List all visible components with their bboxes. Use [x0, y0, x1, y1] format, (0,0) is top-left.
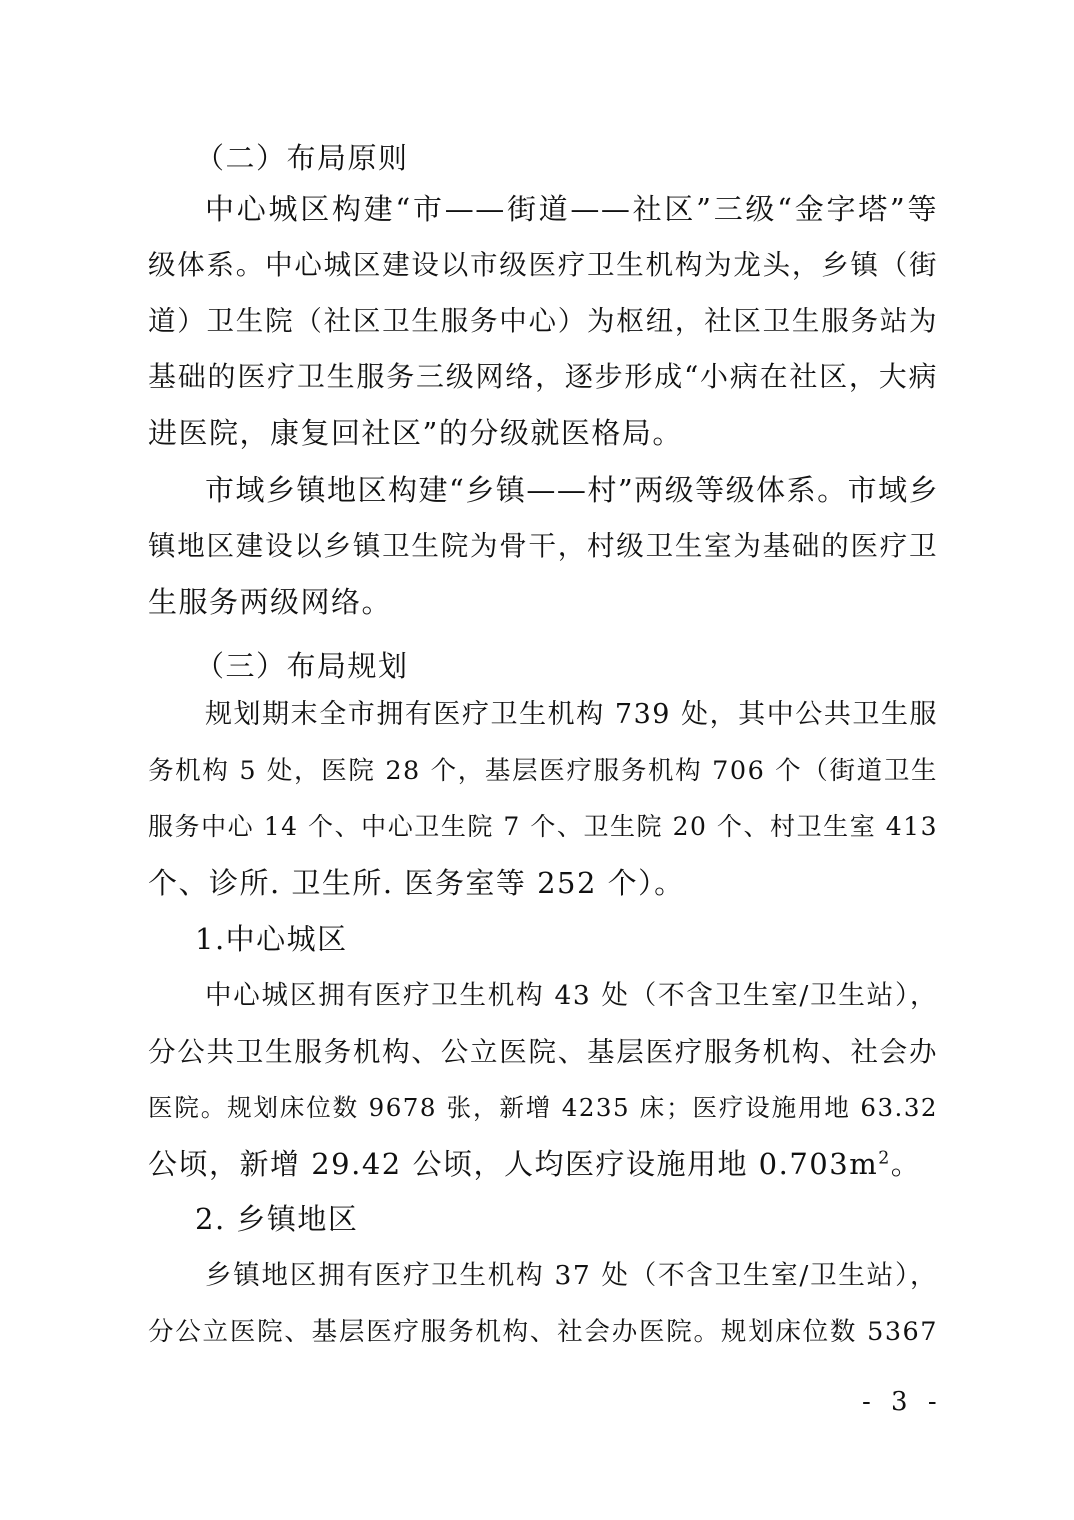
- subsection-heading-townships: 2. 乡镇地区: [195, 1202, 359, 1236]
- paragraph-line: 基础的医疗卫生服务三级网络，逐步形成“小病在社区，大病: [148, 360, 938, 393]
- paragraph-line: 生服务两级网络。: [148, 585, 393, 619]
- paragraph-line: 镇地区建设以乡镇卫生院为骨干，村级卫生室为基础的医疗卫: [148, 530, 938, 562]
- paragraph-line: 规划期末全市拥有医疗卫生机构 739 处，其中公共卫生服: [205, 699, 938, 730]
- paragraph-line: 务机构 5 处，医院 28 个，基层医疗服务机构 706 个（街道卫生: [148, 756, 938, 786]
- paragraph-line: 医院。规划床位数 9678 张，新增 4235 床；医疗设施用地 63.32: [148, 1093, 938, 1122]
- paragraph-line: [148, 1145, 938, 1183]
- superscript: 2: [878, 1148, 891, 1169]
- paragraph-line: 乡镇地区拥有医疗卫生机构 37 处（不含卫生室/卫生站），: [205, 1260, 938, 1291]
- paragraph-line: 个、诊所. 卫生所. 医务室等 252 个）。: [148, 866, 685, 900]
- paragraph-line: 中心城区拥有医疗卫生机构 43 处（不含卫生室/卫生站），: [205, 980, 938, 1011]
- subsection-heading-central-city: 1.中心城区: [195, 922, 348, 956]
- paragraph-line: 中心城区构建“市——街道——社区”三级“金字塔”等: [205, 192, 938, 226]
- paragraph-line: 级体系。中心城区建设以市级医疗卫生机构为龙头，乡镇（街: [148, 249, 938, 281]
- paragraph-line: 分公共卫生服务机构、公立医院、基层医疗服务机构、社会办: [148, 1036, 938, 1068]
- paragraph-line: 市域乡镇地区构建“乡镇——村”两级等级体系。市域乡: [205, 473, 940, 507]
- paragraph-line: 进医院，康复回社区”的分级就医格局。: [148, 416, 683, 450]
- text-span: 。: [890, 1147, 922, 1181]
- section-heading-layout-principles: （二）布局原则: [195, 141, 409, 175]
- paragraph-line: 分公立医院、基层医疗服务机构、社会办医院。规划床位数 5367: [148, 1317, 938, 1347]
- text-span: 公顷，新增 29.42 公顷，人均医疗设施用地 0.703m: [148, 1147, 879, 1181]
- section-heading-layout-planning: （三）布局规划: [195, 649, 409, 683]
- paragraph-line: 道）卫生院（社区卫生服务中心）为枢纽，社区卫生服务站为: [148, 305, 938, 337]
- paragraph-line: 服务中心 14 个、中心卫生院 7 个、卫生院 20 个、村卫生室 413: [148, 812, 938, 841]
- page-number: - 3 -: [862, 1387, 943, 1417]
